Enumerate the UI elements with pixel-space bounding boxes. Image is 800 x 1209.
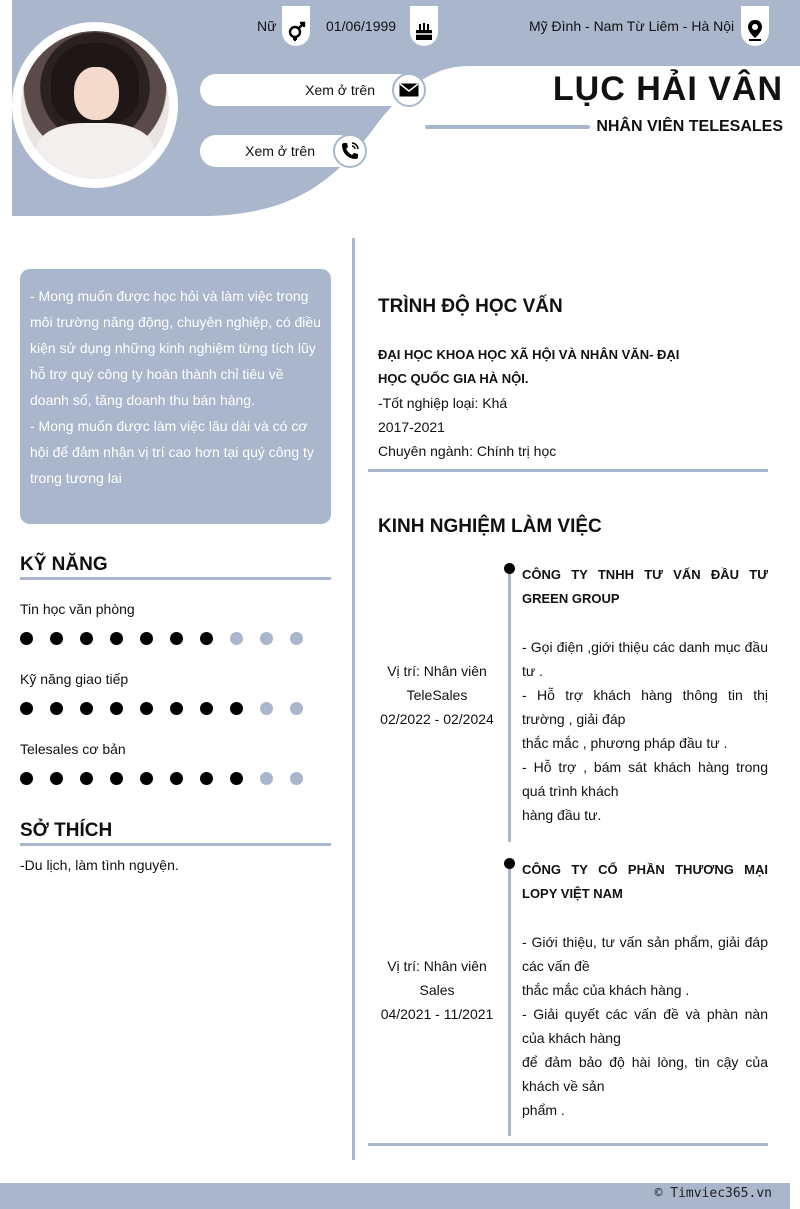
job-position bbox=[368, 659, 506, 731]
left-edge bbox=[0, 0, 12, 216]
rating-dot-filled bbox=[20, 702, 33, 715]
rating-dot-filled bbox=[200, 702, 213, 715]
rating-dot-filled bbox=[170, 702, 183, 715]
rating-dot-filled bbox=[230, 702, 243, 715]
rating-dot-filled bbox=[200, 632, 213, 645]
timeline-dot bbox=[504, 563, 515, 574]
position-text: Vị trí: Nhân viên Sales bbox=[387, 958, 487, 998]
rating-dot-filled bbox=[110, 702, 123, 715]
location-pin-icon bbox=[741, 6, 769, 46]
job-line: - Gọi điện ,giới thiệu các danh mục đầu tư . bbox=[522, 639, 768, 679]
skill-name: Tin học văn phòng bbox=[20, 601, 135, 617]
rating-dot-empty bbox=[260, 702, 273, 715]
period-text: 04/2021 - 11/2021 bbox=[380, 1006, 494, 1022]
cake-icon bbox=[410, 6, 438, 46]
timeline-line bbox=[508, 864, 511, 1136]
experience-divider bbox=[368, 1143, 768, 1146]
hobbies-text: -Du lịch, làm tình nguyện. bbox=[20, 857, 179, 873]
rating-dot-filled bbox=[200, 772, 213, 785]
job-title: NHÂN VIÊN TELESALES bbox=[596, 118, 783, 135]
timeline-dot bbox=[504, 858, 515, 869]
rating-dot-filled bbox=[110, 772, 123, 785]
position-text: Vị trí: Nhân viên TeleSales bbox=[387, 663, 487, 703]
job-line: thắc mắc , phương pháp đầu tư . bbox=[522, 735, 728, 751]
avatar bbox=[12, 22, 178, 188]
education-years: 2017-2021 bbox=[378, 419, 445, 435]
job-line: - Hỗ trợ , bám sát khách hàng trong quá trình khách bbox=[522, 759, 768, 799]
rating-dot-filled bbox=[80, 702, 93, 715]
job-line: phẩm . bbox=[522, 1102, 565, 1118]
rating-dot-filled bbox=[50, 632, 63, 645]
skill-rating bbox=[20, 702, 320, 715]
rating-dot-filled bbox=[140, 632, 153, 645]
email-text: Xem ở trên bbox=[305, 82, 375, 98]
rating-dot-filled bbox=[50, 702, 63, 715]
rating-dot-empty bbox=[230, 632, 243, 645]
skill-rating bbox=[20, 772, 320, 785]
education-block bbox=[378, 343, 708, 463]
phone-icon bbox=[333, 134, 367, 168]
rating-dot-empty bbox=[290, 632, 303, 645]
rating-dot-filled bbox=[140, 702, 153, 715]
period-text: 02/2022 - 02/2024 bbox=[380, 711, 494, 727]
column-divider bbox=[352, 238, 355, 1160]
rating-dot-empty bbox=[290, 772, 303, 785]
skill-name: Kỹ năng giao tiếp bbox=[20, 671, 129, 687]
skills-underline bbox=[20, 577, 331, 580]
email-pill[interactable] bbox=[200, 74, 415, 106]
job-line: hàng đầu tư. bbox=[522, 807, 602, 823]
candidate-name: LỤC HẢI VÂN bbox=[552, 70, 783, 108]
company-name: CÔNG TY CỔ PHẦN THƯƠNG MẠI LOPY VIỆT NAM bbox=[522, 862, 768, 901]
gender-icon bbox=[282, 6, 310, 46]
phone-text: Xem ở trên bbox=[245, 143, 315, 159]
rating-dot-filled bbox=[20, 772, 33, 785]
rating-dot-filled bbox=[170, 632, 183, 645]
rating-dot-filled bbox=[230, 772, 243, 785]
rating-dot-filled bbox=[170, 772, 183, 785]
rating-dot-filled bbox=[80, 632, 93, 645]
rating-dot-filled bbox=[20, 632, 33, 645]
experience-title: KINH NGHIỆM LÀM VIỆC bbox=[378, 516, 602, 537]
timeline-line bbox=[508, 569, 511, 842]
rating-dot-filled bbox=[50, 772, 63, 785]
education-divider bbox=[368, 469, 768, 472]
address-text: Mỹ Đình - Nam Từ Liêm - Hà Nội bbox=[529, 18, 735, 34]
hobbies-underline bbox=[20, 843, 331, 846]
footer-copyright: © Timviec365.vn bbox=[654, 1186, 772, 1201]
rating-dot-filled bbox=[140, 772, 153, 785]
rating-dot-empty bbox=[290, 702, 303, 715]
gender-text: Nữ bbox=[257, 18, 277, 34]
rating-dot-empty bbox=[260, 632, 273, 645]
hobbies-title: SỞ THÍCH bbox=[20, 820, 113, 841]
school-name: ĐẠI HỌC KHOA HỌC XÃ HỘI VÀ NHÂN VĂN- ĐẠI HỌC QUỐC GIA HÀ NỘI. bbox=[378, 347, 680, 386]
job-position bbox=[368, 954, 506, 1026]
skills-title: KỸ NĂNG bbox=[20, 554, 108, 575]
career-objective bbox=[20, 269, 331, 524]
skill-rating bbox=[20, 632, 320, 645]
education-major: Chuyên ngành: Chính trị học bbox=[378, 443, 557, 459]
job-title-underline bbox=[425, 125, 590, 129]
birthday-text: 01/06/1999 bbox=[326, 18, 397, 34]
phone-pill[interactable] bbox=[200, 135, 355, 167]
objective-paragraph: - Mong muốn được học hỏi và làm việc trong môi trường năng động, chuyên nghiệp, có điều kiện sử dụng những kinh nghiệm từng tích lũy hỗ trợ quý công ty hoàn thành chỉ tiêu về doanh số, tăng doanh thu bán hàng. bbox=[30, 288, 321, 408]
job-details bbox=[522, 563, 768, 827]
job-line: - Giải quyết các vấn đề và phàn nàn của khách hàng bbox=[522, 1006, 768, 1046]
rating-dot-filled bbox=[110, 632, 123, 645]
education-title: TRÌNH ĐỘ HỌC VẤN bbox=[378, 296, 563, 317]
job-line: thắc mắc của khách hàng . bbox=[522, 982, 690, 998]
education-grade: -Tốt nghiệp loại: Khá bbox=[378, 395, 508, 411]
job-line: - Hỗ trợ khách hàng thông tin thị trường , giải đáp bbox=[522, 687, 768, 727]
rating-dot-filled bbox=[80, 772, 93, 785]
rating-dot-empty bbox=[260, 772, 273, 785]
job-line: để đảm bảo độ hài lòng, tin cậy của khách về sản bbox=[522, 1054, 768, 1094]
job-line: - Giới thiệu, tư vấn sản phẩm, giải đáp các vấn đề bbox=[522, 934, 768, 974]
company-name: CÔNG TY TNHH TƯ VẤN ĐẦU TƯ GREEN GROUP bbox=[522, 567, 768, 606]
job-details bbox=[522, 858, 768, 1122]
skill-name: Telesales cơ bản bbox=[20, 741, 126, 757]
objective-paragraph: - Mong muốn được làm việc lâu dài và có cơ hội để đảm nhận vị trí cao hơn tại quý công ty trong tương lai bbox=[30, 418, 314, 486]
envelope-icon bbox=[392, 73, 426, 107]
